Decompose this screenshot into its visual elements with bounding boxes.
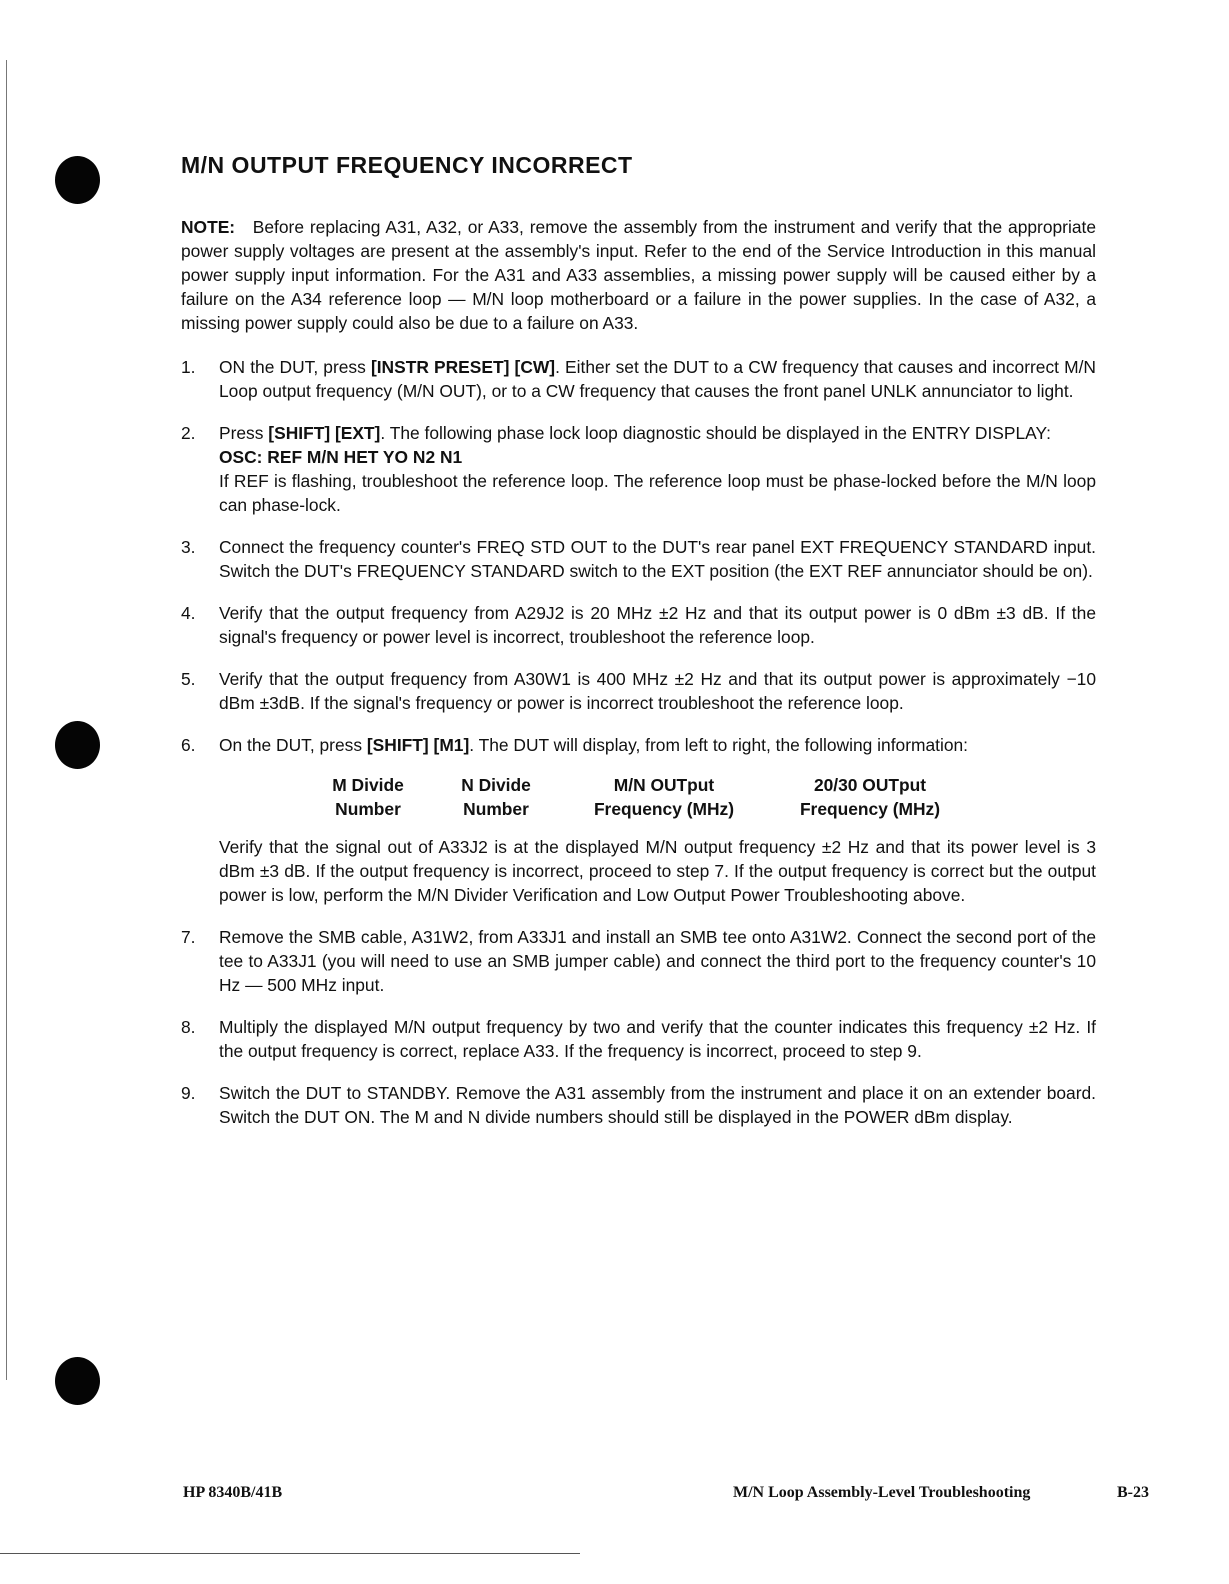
note-paragraph — [181, 215, 1096, 335]
step-text: Remove the SMB cable, A31W2, from A33J1 and install an SMB tee onto A31W2. Connect the second port of the tee to A33J1 (you will need to use an SMB jumper cable) and connect the third port to the frequency counter's 10 Hz — 500 MHz input. — [219, 927, 1096, 995]
step-number: 6. — [181, 735, 196, 755]
step-text: If REF is flashing, troubleshoot the reference loop. The reference loop must be phase-locked before the M/N loop can phase-lock. — [219, 471, 1096, 515]
step-text: ON the DUT, press — [219, 357, 371, 377]
display-fields-table — [219, 773, 1096, 821]
step-number: 8. — [181, 1017, 196, 1037]
footer-model: HP 8340B/41B — [183, 1484, 283, 1501]
key-sequence: [SHIFT] [EXT] — [268, 423, 381, 443]
step-number: 2. — [181, 423, 196, 443]
step-number: 4. — [181, 603, 196, 623]
column-heading: M Divide — [332, 775, 404, 795]
page-content — [181, 152, 1096, 1147]
footer-page-number: B-23 — [1117, 1484, 1149, 1501]
step-text: Verify that the output frequency from A30W1 is 400 MHz ±2 Hz and that its output power is approximately −10 dBm ±3dB. If the signal's frequency or power is incorrect troubleshoot the reference loop. — [219, 669, 1096, 713]
note-text: Before replacing A31, A32, or A33, remove the assembly from the instrument and verify that the appropriate power supply voltages are present at the assembly's input. Refer to the end of the Service Introduction in this manual power supply input information. For the A31 and A33 assemblies, a missing power supply will be caused either by a failure on the A34 reference loop — M/N loop motherboard or a failure in the power supplies. In the case of A32, a missing power supply could also be due to a failure on A33. — [181, 217, 1096, 333]
step-number: 9. — [181, 1083, 196, 1103]
column-heading: Frequency (MHz) — [799, 799, 941, 819]
step-5 — [181, 667, 1096, 715]
step-number: 7. — [181, 927, 196, 947]
display-column — [579, 773, 749, 821]
page-title: M/N OUTPUT FREQUENCY INCORRECT — [181, 152, 633, 178]
entry-display-readout: OSC: REF M/N HET YO N2 N1 — [219, 447, 463, 467]
step-4 — [181, 601, 1096, 649]
key-sequence: [SHIFT] [M1] — [366, 735, 470, 755]
step-text: Multiply the displayed M/N output frequency by two and verify that the counter indicates this frequency ±2 Hz. If the output frequency is correct, replace A33. If the frequency is incorrect, proceed to step 9. — [219, 1017, 1096, 1061]
step-text: . Either set the DUT to a CW frequency that causes and incorrect M/N Loop output frequency (M/N OUT), or to a CW frequency that causes the front panel UNLK annunciator to light. — [219, 357, 1096, 401]
step-text: On the DUT, press — [219, 735, 367, 755]
step-8 — [181, 1015, 1096, 1063]
step-1 — [181, 355, 1096, 403]
column-heading: Number — [463, 799, 529, 819]
column-heading: Frequency (MHz) — [593, 799, 735, 819]
column-heading: 20/30 OUTput — [813, 775, 927, 795]
step-number: 5. — [181, 669, 196, 689]
display-column — [453, 773, 539, 821]
column-heading: M/N OUTput — [613, 775, 715, 795]
step-text: . The following phase lock loop diagnostic should be displayed in the ENTRY DISPLAY: — [380, 423, 1051, 443]
step-text: Verify that the output frequency from A29J2 is 20 MHz ±2 Hz and that its output power is 0 dBm ±3 dB. If the signal's frequency or power level is incorrect, troubleshoot the reference loop. — [219, 603, 1096, 647]
note-label: NOTE: — [181, 217, 236, 237]
left-margin-line — [6, 60, 7, 1380]
step-3 — [181, 535, 1096, 583]
key-sequence: [INSTR PRESET] [CW] — [370, 357, 556, 377]
column-heading: Number — [335, 799, 401, 819]
step-text: . The DUT will display, from left to right, the following information: — [469, 735, 969, 755]
step-text: Connect the frequency counter's FREQ STD OUT to the DUT's rear panel EXT FREQUENCY STANDARD input. Switch the DUT's FREQUENCY STANDARD switch to the EXT position (the EXT REF annunciator should be on). — [219, 537, 1096, 581]
step-text: Press — [219, 423, 269, 443]
step-9 — [181, 1081, 1096, 1129]
procedure-steps — [181, 355, 1096, 1129]
binder-hole-icon — [55, 721, 100, 769]
footer-section-title: M/N Loop Assembly-Level Troubleshooting — [733, 1484, 1031, 1501]
step-text: Switch the DUT to STANDBY. Remove the A31 assembly from the instrument and place it on an extender board. Switch the DUT ON. The M and N divide numbers should still be displayed in the POWER dBm display. — [219, 1083, 1096, 1127]
step-number: 3. — [181, 537, 196, 557]
step-text: Verify that the signal out of A33J2 is at the displayed M/N output frequency ±2 Hz and that its power level is 3 dBm ±3 dB. If the output frequency is incorrect, proceed to step 7. If the output frequency is correct but the output power is low, perform the M/N Divider Verification and Low Output Power Troubleshooting above. — [219, 837, 1096, 905]
step-number: 1. — [181, 357, 196, 377]
binder-hole-icon — [55, 1357, 100, 1405]
step-6 — [181, 733, 1096, 907]
display-column — [785, 773, 955, 821]
step-7 — [181, 925, 1096, 997]
display-column — [325, 773, 411, 821]
binder-hole-icon — [55, 156, 100, 204]
bottom-rule — [0, 1553, 580, 1554]
column-heading: N Divide — [461, 775, 531, 795]
step-2 — [181, 421, 1096, 517]
